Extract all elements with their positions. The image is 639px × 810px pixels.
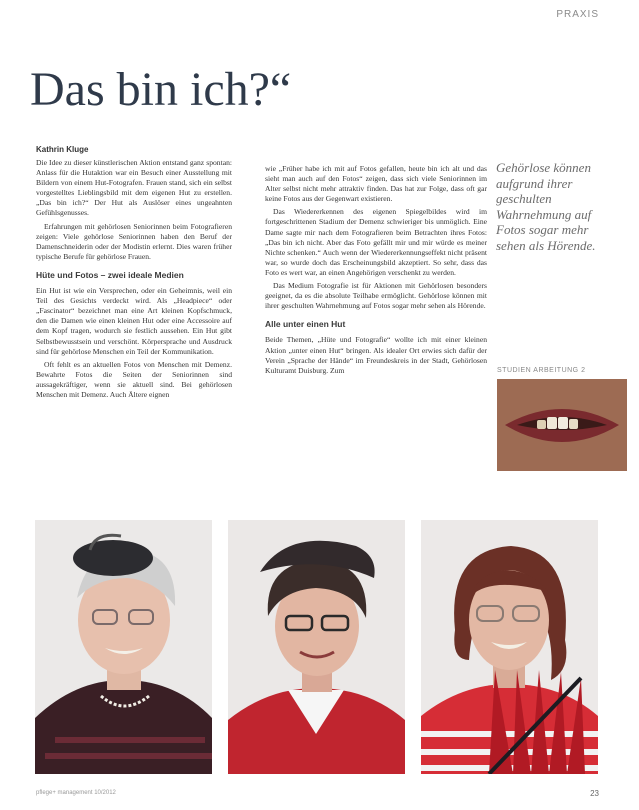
paragraph: Erfahrungen mit gehörlosen Seniorinnen beim Fotografieren zeigen: Viele gehörlose Seniorinnen haben den Beruf der Damenschneiderin oder der Modistin erlernt. Dies waren früher typische Berufe für gehörlose Frauen. bbox=[36, 221, 232, 261]
paragraph: wie „Früher habe ich mit auf Fotos gefallen, heute bin ich alt und das sieht man auch auf den Fotos“ zeigen, dass sich viele Seniorinnen im Alter selbst nicht mehr attraktiv finden. Das hat zur Folge, dass oft gar keine Fotos aus der Gegenwart existieren. bbox=[265, 164, 487, 204]
sidebar-caption: STUDIEN ARBEITUNG 2 bbox=[497, 367, 586, 374]
footer-publication: pflege+ management 10/2012 bbox=[36, 790, 116, 796]
author-name: Kathrin Kluge bbox=[36, 145, 89, 154]
section-heading: Alle unter einen Hut bbox=[265, 319, 346, 330]
article-title: Das bin ich?“ bbox=[30, 63, 292, 116]
paragraph: Beide Themen, „Hüte und Fotografie“ wollte ich mit einer kleinen Aktion „unter einen Hut“ bringen. Als idealer Ort erwies sich dafür der Verein „Sprache der Hände“ im Freundeskreis in der Stadt, Gehörlosen Kulturamt Duisburg. Zum bbox=[265, 335, 487, 375]
article-column-1 bbox=[36, 158, 232, 403]
paragraph: Die Idee zu dieser künstlerischen Aktion entstand ganz spontan: Anlass für die Hutaktion war ein Besuch einer Ausstellung mit Bildern von einem Hut-Fotografen. Frauen stand, sich ein selbst vorgestelltes Lieblingsbild mit dem eigenen Hut zu erstellen. „Das bin ich?“ Der Hut als Auslöser eines ungeahnten Gefühlsgenusses. bbox=[36, 158, 232, 218]
article-column-2 bbox=[265, 164, 487, 379]
paragraph: Das Wiedererkennen des eigenen Spiegelbildes wird im fortgeschrittenen Stadium der Demenz schwieriger bis unmöglich. Eine Dame sagte mir nach dem Fotografieren beim Betrachten ihres Fotos: „Das bin ich nicht. Aber das Foto gefällt mir und mir würde es meiner Nichte schenken.“ Auch wenn der Wiedererkennungseffekt nicht präsent war, so wurde doch das Erscheinungsbild akzeptiert. So sehr, dass das Foto es wert war, an einen Angehörigen verschenkt zu werden. bbox=[265, 207, 487, 277]
section-label: PRAXIS bbox=[556, 9, 599, 20]
portrait-photo-2 bbox=[228, 520, 405, 774]
page-number: 23 bbox=[590, 789, 599, 798]
paragraph: Oft fehlt es an aktuellen Fotos von Menschen mit Demenz. Bewahrte Fotos die Seiten der Seniorinnen sind aussagekräftiger, wenn sie aktuell sind. Bei gehörlosen Menschen mit Demenz. Auch Ältere eignen bbox=[36, 359, 232, 399]
paragraph: Ein Hut ist wie ein Versprechen, oder ein Geheimnis, weil ein Teil des Gesichts verdeckt wird. Als „Headpiece“ oder „Fascinator“ bezeichnet man eine Art kleinen Kopfschmuck, den die Damen wie einen kleinen Hut oder eine Accessoire auf dem Kopf tragen, wodurch sie festlich aussehen. Ein Hut gibt Selbstbewusstsein und verschönt. Körpersprache und Ausdruck sind für gehörlose Menschen ein Teil der Kommunikation. bbox=[36, 286, 232, 356]
smile-photo bbox=[497, 379, 627, 471]
section-heading: Hüte und Fotos – zwei ideale Medien bbox=[36, 269, 184, 280]
paragraph: Das Medium Fotografie ist für Aktionen mit Gehörlosen besonders geeignet, da es die absolute Teilhabe ermöglicht. Gehörlose können mit ihrer geschulten Wahrnehmung auf Fotos sogar mehr sehen als Hörende. bbox=[265, 281, 487, 311]
portrait-photo-3 bbox=[421, 520, 598, 774]
portrait-photo-1 bbox=[35, 520, 212, 774]
pull-quote: Gehörlose können aufgrund ihrer geschulten Wahrnehmung auf Fotos sogar mehr sehen als Hörende. bbox=[496, 160, 596, 253]
